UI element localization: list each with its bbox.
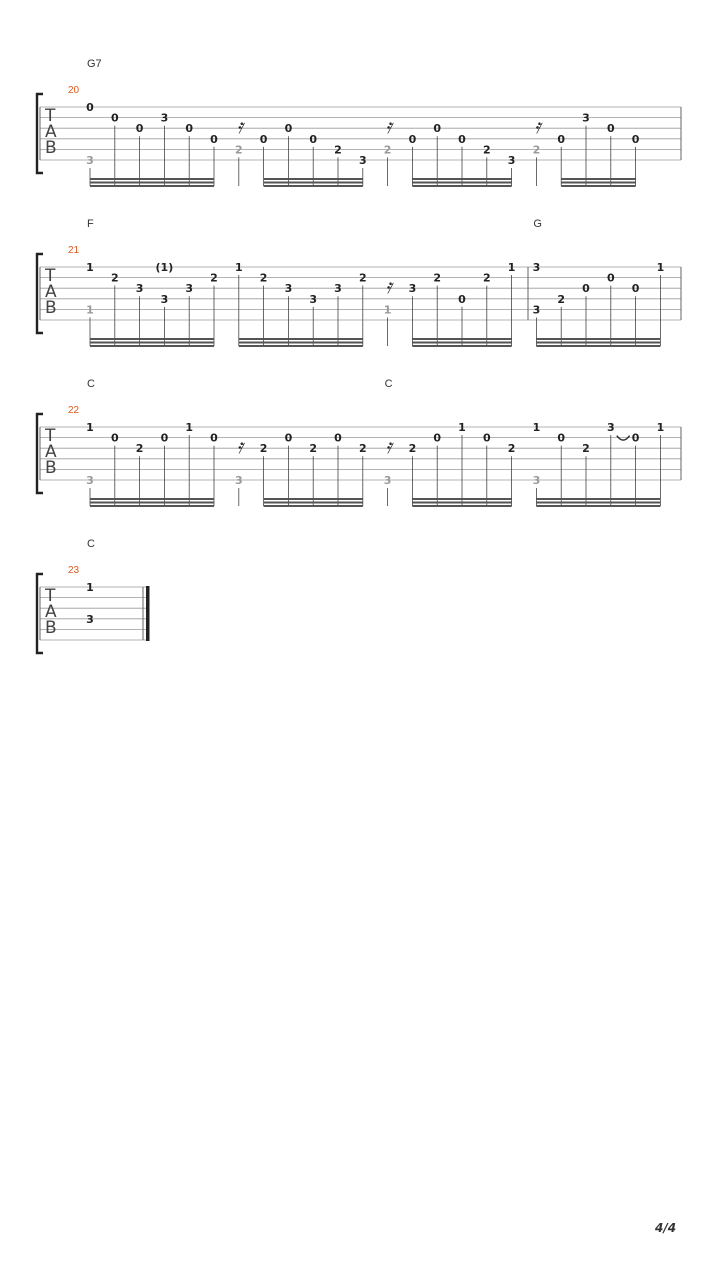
fret-number: 1 [458,421,466,434]
fret-number: 3 [86,612,94,626]
fret-number: 3 [532,261,541,274]
tab-clef-letter: B [45,138,57,158]
sixteenth-rest: 𝄿 [236,114,243,138]
fret-number: 0 [408,132,417,146]
tab-clef-letter: B [45,458,57,478]
fret-number: 0 [582,282,590,296]
chord-name: G7 [87,58,102,70]
fret-number: 1 [656,421,665,434]
fret-number: 0 [557,132,566,146]
fret-number: 3 [358,154,367,167]
chord-name: G [533,218,542,230]
fret-number: 2 [210,271,218,285]
chord-name: C [384,378,393,390]
fret-number: 1 [86,581,94,594]
fret-number: 0 [284,122,293,136]
fret-number: 0 [631,431,640,445]
fret-number: 3 [284,282,293,296]
fret-number: 2 [433,271,442,285]
fret-number: 3 [135,282,144,296]
fret-number: 2 [408,442,417,456]
fret-number: 1 [86,303,94,317]
fret-number: 3 [86,474,94,487]
tab-clef-letter: B [45,618,57,638]
tab-clef-letter: T [45,586,56,606]
chord-name: C [87,538,95,550]
fret-number: 3 [334,282,342,296]
fret-number: 2 [135,442,144,456]
fret-number: 0 [284,431,293,445]
fret-number: 3 [234,474,243,487]
fret-number: 2 [358,442,367,456]
tab-clef-letter: A [45,442,57,462]
fret-number: 2 [309,442,318,456]
fret-number: 0 [458,132,466,146]
fret-number: 1 [507,261,516,274]
fret-number: 0 [86,101,94,114]
fret-number: 2 [482,271,491,285]
fret-number: 0 [309,132,318,146]
measure-number: 23 [68,565,80,576]
chord-name: F [87,218,94,230]
sixteenth-rest: 𝄿 [236,434,243,458]
fret-number: 1 [656,261,665,274]
fret-number: 3 [582,111,590,125]
fret-number: 3 [309,292,318,306]
fret-number: 1 [86,421,94,434]
fret-number: 0 [110,111,119,125]
fret-number: 3 [185,282,194,296]
tab-clef-letter: T [45,266,56,286]
fret-number: 1 [86,261,94,274]
measure-number: 20 [68,85,80,96]
page-number: 4/4 [655,1221,677,1235]
fret-number: 2 [234,143,243,157]
sixteenth-rest: 𝄿 [385,114,392,138]
fret-number: 0 [606,271,615,285]
fret-number: 2 [259,442,268,456]
fret-number: 0 [631,132,640,146]
sixteenth-rest: 𝄿 [385,274,392,298]
fret-number: 0 [334,431,342,445]
fret-number: 0 [185,122,194,136]
fret-number: 0 [210,132,218,146]
fret-number: 3 [160,292,169,306]
fret-number: 2 [507,442,516,456]
fret-number: 0 [557,431,566,445]
fret-number: 3 [606,421,615,434]
fret-number: 1 [532,421,541,434]
fret-number: 0 [631,282,640,296]
fret-number: 1 [383,303,392,317]
sixteenth-rest: 𝄿 [534,114,541,138]
fret-number: 0 [259,132,268,146]
tab-clef-letter: T [45,426,56,446]
fret-number: 2 [557,292,566,306]
fret-number: 0 [433,122,442,136]
fret-number: 3 [408,282,417,296]
fret-number: 2 [259,271,268,285]
chord-name: C [87,378,95,390]
fret-number: (1) [155,261,174,274]
fret-number: 0 [433,431,442,445]
fret-number: 2 [334,143,342,157]
fret-number: 2 [383,143,392,157]
measure-number: 21 [68,245,80,256]
tab-clef-letter: B [45,298,57,318]
final-barline [146,586,150,641]
tab-clef-letter: T [45,106,56,126]
tab-clef-letter: A [45,282,57,302]
fret-number: 2 [110,271,119,285]
fret-number: 0 [482,431,491,445]
fret-number: 3 [507,154,516,167]
fret-number: 3 [86,154,94,167]
fret-number: 2 [582,442,590,456]
fret-number: 0 [606,122,615,136]
fret-number: 0 [110,431,119,445]
fret-number: 3 [383,474,392,487]
fret-number: 0 [135,122,144,136]
fret-number: 3 [160,111,169,125]
fret-number: 0 [458,292,466,306]
tab-clef-letter: A [45,122,57,142]
fret-number: 0 [210,431,218,445]
fret-number: 2 [358,271,367,285]
fret-number: 1 [185,421,194,434]
fret-number: 3 [532,474,541,487]
tab-clef-letter: A [45,602,57,622]
fret-number: 1 [234,261,243,274]
fret-number: 2 [532,143,541,157]
measure-number: 22 [68,405,80,416]
sixteenth-rest: 𝄿 [385,434,392,458]
fret-number: 2 [482,143,491,157]
fret-number: 0 [160,431,169,445]
fret-number: 3 [532,303,541,317]
